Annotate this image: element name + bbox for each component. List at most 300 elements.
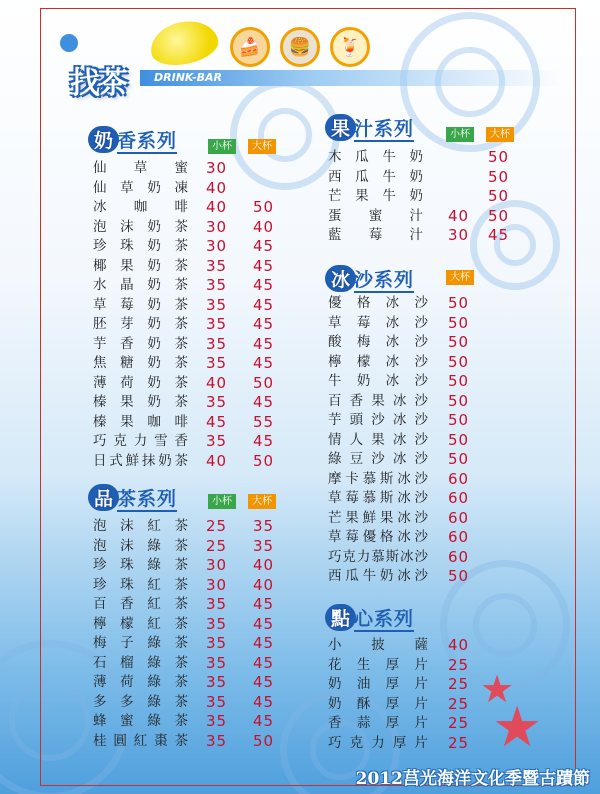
- item-name-char: 優: [328, 295, 342, 311]
- item-name-char: 梅: [93, 635, 107, 651]
- item-name: [93, 296, 188, 316]
- item-name: [93, 517, 188, 537]
- item-name-char: 圓: [113, 732, 127, 749]
- price-value: 50: [253, 373, 275, 392]
- menu-row: [93, 198, 293, 218]
- item-name-char: 焦: [93, 355, 107, 371]
- price-value: 45: [253, 256, 275, 275]
- item-name-char: 泡: [93, 218, 107, 235]
- menu-row: [328, 694, 470, 715]
- item-name-char: 茶: [174, 654, 188, 671]
- price-value: 35: [206, 276, 228, 294]
- item-name-char: 蛋: [328, 207, 342, 224]
- item-name: [93, 537, 188, 557]
- item-name: [93, 452, 188, 472]
- item-name: [328, 226, 423, 246]
- menu-row: [93, 218, 293, 238]
- item-name-char: 片: [414, 656, 428, 673]
- item-name: [93, 432, 188, 452]
- item-name-char: 瓜: [355, 149, 369, 165]
- item-name-char: 西: [328, 568, 342, 584]
- item-name-char: 小: [328, 637, 342, 653]
- menu-row: [93, 556, 293, 576]
- item-name-char: 格: [379, 529, 394, 545]
- item-name-char: 奶: [409, 149, 423, 165]
- item-name-char: 鮮: [362, 509, 377, 526]
- menu-row: [328, 430, 470, 451]
- price-value: 45: [253, 712, 275, 730]
- item-name-char: 糖: [120, 355, 134, 371]
- item-name-char: 瓜: [355, 168, 369, 185]
- menu-row: [93, 354, 293, 374]
- menu-row: [328, 168, 528, 188]
- item-name-char: 紅: [147, 615, 161, 632]
- item-name-char: 珠: [120, 238, 134, 254]
- item-name-char: 奶: [356, 373, 371, 389]
- item-name-char: 泡: [93, 518, 107, 534]
- item-name: [328, 333, 428, 353]
- menu-row: [328, 207, 528, 227]
- item-name-char: 沙: [414, 334, 428, 350]
- item-name-char: 力: [356, 548, 371, 565]
- price-value: 35: [206, 432, 228, 450]
- item-name-char: 紅: [147, 576, 161, 593]
- price-value: 60: [448, 528, 470, 546]
- item-name: [93, 179, 188, 199]
- price-value: 50: [488, 187, 510, 205]
- item-name-char: 草: [328, 490, 342, 506]
- menu-row: [93, 673, 293, 693]
- price-value: 60: [448, 547, 470, 566]
- price-value: 60: [448, 469, 470, 488]
- cake-icon: 🍰: [230, 27, 270, 67]
- price-value: 25: [448, 675, 470, 693]
- item-name-char: 奶: [147, 374, 161, 391]
- item-name-char: 茶: [174, 674, 188, 690]
- menu-row: [328, 469, 470, 490]
- item-name: [93, 712, 188, 732]
- item-name-char: 茶: [174, 537, 188, 554]
- item-name-char: 莓: [345, 529, 359, 545]
- small-cup-tag: 小杯: [208, 139, 236, 154]
- item-name-char: 凍: [174, 179, 188, 196]
- menu-row: [93, 276, 293, 296]
- price-value: 25: [206, 536, 228, 555]
- item-name-char: 茶: [174, 576, 188, 593]
- menu-row: [93, 634, 293, 654]
- item-name-char: 檸: [328, 353, 342, 370]
- price-value: 45: [253, 614, 275, 633]
- item-name-char: 奶: [328, 695, 342, 712]
- item-name-char: 茶: [174, 732, 188, 749]
- item-name-char: 奶: [328, 676, 342, 692]
- item-name-char: 奶: [379, 568, 394, 584]
- menu-row: [328, 450, 470, 470]
- large-cup-tag: 大杯: [248, 139, 276, 154]
- item-name-char: 牛: [362, 568, 377, 584]
- price-value: 35: [206, 393, 228, 411]
- menu-row: [93, 237, 293, 257]
- item-name-char: 梅: [356, 334, 371, 350]
- item-name: [93, 556, 188, 576]
- price-value: 25: [448, 733, 470, 752]
- menu-row: [328, 391, 470, 412]
- item-name-char: 蒜: [356, 715, 371, 731]
- item-name: [93, 276, 188, 296]
- small-cup-tag: 小杯: [208, 494, 236, 509]
- item-name-char: 沙: [414, 373, 428, 389]
- item-name-char: 沙: [414, 568, 428, 584]
- menu-row: [328, 675, 470, 695]
- menu-row: [93, 335, 293, 355]
- item-name-char: 果: [345, 509, 359, 526]
- item-name: [328, 294, 428, 314]
- price-value: 35: [206, 692, 228, 711]
- item-name: [93, 615, 188, 635]
- item-name-char: 生: [356, 656, 371, 673]
- item-name-char: 冰: [385, 334, 400, 350]
- item-name-char: 多: [120, 693, 134, 710]
- menu-row: [93, 452, 293, 472]
- menu-row: [328, 313, 470, 334]
- price-value: 45: [253, 276, 275, 294]
- item-name: [328, 567, 428, 587]
- price-value: 50: [448, 430, 470, 449]
- item-name-char: 啡: [174, 199, 188, 215]
- item-name-char: 厚: [385, 715, 400, 731]
- item-name-char: 冰: [385, 295, 400, 311]
- menu-row: [93, 595, 293, 615]
- price-value: 50: [448, 372, 470, 390]
- item-name-char: 檬: [120, 615, 134, 632]
- price-value: 35: [206, 354, 228, 372]
- price-value: 25: [448, 655, 470, 674]
- item-name: [93, 198, 188, 218]
- price-value: 25: [448, 694, 470, 713]
- menu-row: [93, 393, 293, 413]
- menu-row: [93, 732, 293, 752]
- price-value: 35: [206, 614, 228, 633]
- price-value: 50: [488, 167, 510, 186]
- price-value: 35: [206, 653, 228, 672]
- menu-row: [93, 537, 293, 557]
- menu-row: [328, 372, 470, 392]
- item-name-char: 茶: [174, 218, 188, 235]
- item-name-char: 綠: [147, 537, 161, 554]
- item-name-char: 茶: [174, 238, 188, 254]
- price-value: 60: [448, 508, 470, 527]
- item-name: [93, 732, 188, 752]
- item-name-char: 茶: [174, 374, 188, 391]
- item-name-char: 泡: [93, 537, 107, 554]
- price-value: 35: [206, 712, 228, 730]
- price-value: 30: [206, 237, 228, 255]
- item-name-char: 檬: [356, 353, 371, 370]
- price-value: 50: [448, 294, 470, 312]
- starfish-icon: ★: [480, 667, 515, 711]
- item-name-char: 牛: [382, 149, 396, 165]
- item-name: [328, 187, 423, 207]
- item-name: [93, 218, 188, 238]
- price-value: 50: [448, 391, 470, 410]
- logo: 找茶: [70, 66, 126, 101]
- menu-row: [328, 226, 528, 246]
- price-value: 30: [206, 159, 228, 177]
- price-value: 45: [253, 634, 275, 652]
- item-name-char: 綠: [147, 693, 161, 710]
- item-name-char: 椰: [93, 257, 107, 274]
- item-name-char: 子: [120, 635, 134, 651]
- item-name: [93, 315, 188, 335]
- item-name-char: 果: [120, 394, 134, 410]
- item-name-char: 克: [349, 734, 364, 751]
- item-name-char: 香: [328, 715, 342, 731]
- item-name-char: 斯: [379, 490, 394, 506]
- item-name: [328, 372, 428, 392]
- item-name-char: 啡: [174, 413, 188, 430]
- item-name-char: 斯: [379, 470, 394, 487]
- menu-row: [328, 714, 470, 734]
- item-name-char: 仙: [93, 179, 107, 196]
- item-name-char: 日: [93, 452, 107, 469]
- item-name-char: 榛: [93, 394, 107, 410]
- menu-row: [93, 615, 293, 635]
- menu-row: [328, 333, 470, 353]
- section-title-smoothie: 冰 沙系列: [325, 265, 414, 292]
- item-name-char: 蜜: [120, 713, 134, 729]
- price-value: 35: [206, 295, 228, 314]
- item-name-char: 沙: [414, 295, 428, 311]
- item-name-char: 綠: [147, 635, 161, 651]
- item-name-char: 薄: [93, 674, 107, 690]
- menu-row: [93, 413, 293, 433]
- item-name-char: 冰: [397, 509, 411, 526]
- item-name: [328, 548, 428, 568]
- price-value: 35: [206, 634, 228, 652]
- price-value: 45: [253, 354, 275, 372]
- item-name-char: 冰: [385, 373, 400, 389]
- item-name-char: 綠: [147, 674, 161, 690]
- item-name-char: 茶: [174, 394, 188, 410]
- item-name-char: 鮮: [125, 452, 140, 469]
- item-name: [93, 634, 188, 654]
- item-name: [328, 714, 428, 734]
- item-name-char: 片: [414, 695, 428, 712]
- item-name-char: 茶: [174, 693, 188, 710]
- item-name: [328, 392, 428, 412]
- item-name-char: 力: [133, 433, 148, 449]
- item-name-char: 香: [174, 433, 188, 449]
- item-name-char: 紅: [147, 596, 161, 612]
- item-name-char: 奶: [147, 238, 161, 254]
- price-value: 50: [488, 148, 510, 166]
- item-name-char: 奶: [147, 296, 161, 313]
- item-name-char: 瓜: [345, 568, 359, 584]
- item-name-char: 芽: [120, 316, 134, 332]
- item-name-char: 奶: [147, 277, 161, 293]
- item-name-char: 奶: [147, 179, 161, 196]
- item-name-char: 人: [349, 431, 364, 448]
- item-name-char: 冰: [392, 412, 407, 428]
- item-name-char: 茶: [174, 296, 188, 313]
- price-value: 40: [253, 217, 275, 236]
- item-name-char: 百: [93, 596, 107, 612]
- item-name-char: 披: [371, 637, 385, 653]
- item-name-char: 奶: [147, 394, 161, 410]
- item-name-char: 酸: [328, 334, 342, 350]
- item-name-char: 牛: [328, 373, 342, 389]
- item-name-char: 油: [356, 676, 371, 692]
- item-name-char: 沙: [414, 392, 428, 409]
- item-name-char: 芋: [93, 335, 107, 352]
- item-name-char: 茶: [174, 257, 188, 274]
- item-name-char: 慕: [371, 548, 385, 565]
- item-name: [328, 675, 428, 695]
- item-name-char: 晶: [120, 277, 134, 293]
- menu-row: [328, 411, 470, 431]
- item-name-char: 奶: [147, 218, 161, 235]
- item-name-char: 汁: [409, 207, 423, 224]
- price-value: 45: [253, 432, 275, 450]
- item-name-char: 冰: [397, 470, 411, 487]
- price-value: 25: [448, 714, 470, 732]
- menu-row: [328, 528, 470, 548]
- item-name-char: 莓: [368, 227, 383, 243]
- item-name-char: 果: [120, 413, 134, 430]
- price-value: 40: [206, 198, 228, 216]
- item-name-char: 莓: [120, 296, 134, 313]
- item-name-char: 咖: [133, 199, 148, 215]
- item-name: [93, 576, 188, 596]
- item-name-char: 斯: [385, 548, 400, 565]
- item-name-char: 綠: [328, 451, 342, 467]
- water-drop-icon: [60, 34, 78, 52]
- item-name-char: 牛: [382, 188, 396, 204]
- section-title-milk-tea: 奶 香系列: [88, 126, 177, 153]
- item-name-char: 芒: [328, 188, 342, 204]
- item-name-char: 冰: [397, 568, 411, 584]
- item-name-char: 沙: [371, 451, 385, 467]
- item-name-char: 摩: [328, 470, 342, 487]
- item-name-char: 奶: [147, 257, 161, 274]
- item-name-char: 百: [328, 392, 342, 409]
- menu-row: [93, 693, 293, 713]
- item-name-char: 汁: [409, 227, 423, 243]
- price-value: 45: [253, 692, 275, 711]
- item-name-char: 厚: [385, 656, 400, 673]
- item-name: [328, 528, 428, 548]
- item-name-char: 草: [133, 160, 148, 176]
- item-name-char: 草: [328, 314, 342, 331]
- item-name-char: 西: [328, 168, 342, 185]
- section-title-tea: 品 茶系列: [88, 484, 177, 511]
- item-name-char: 沙: [371, 412, 385, 428]
- menu-row: [93, 296, 293, 316]
- price-value: 50: [253, 731, 275, 750]
- item-name-char: 冰: [385, 353, 400, 370]
- item-name: [93, 257, 188, 277]
- item-name-char: 綠: [147, 557, 161, 573]
- item-name-char: 珠: [120, 557, 134, 573]
- item-name-char: 棗: [154, 732, 168, 749]
- item-name: [93, 159, 188, 179]
- price-value: 50: [448, 333, 470, 351]
- item-name-char: 片: [414, 676, 428, 692]
- item-name-char: 慕: [362, 470, 377, 487]
- price-value: 50: [448, 313, 470, 332]
- item-name-char: 冰: [397, 529, 411, 545]
- menu-row: [328, 508, 470, 529]
- item-name: [328, 411, 428, 431]
- price-value: 45: [206, 412, 228, 431]
- price-value: 50: [448, 352, 470, 371]
- price-value: 25: [206, 517, 228, 535]
- menu-row: [93, 374, 293, 394]
- menu-row: [93, 654, 293, 674]
- item-name-char: 果: [371, 431, 385, 448]
- price-value: 35: [253, 536, 275, 555]
- item-name-char: 莓: [356, 314, 371, 331]
- item-name: [93, 595, 188, 615]
- menu-row: [328, 294, 470, 314]
- starfish-icon: ★: [492, 695, 543, 760]
- item-name-char: 蜜: [368, 207, 383, 224]
- price-value: 40: [448, 206, 470, 225]
- item-name-char: 多: [93, 693, 107, 710]
- price-value: 30: [206, 217, 228, 236]
- item-name-char: 奶: [158, 452, 172, 469]
- item-name-char: 冰: [392, 392, 407, 409]
- burger-icon: 🍔: [280, 27, 320, 67]
- menu-row: [328, 489, 470, 509]
- item-name-char: 果: [371, 392, 385, 409]
- item-name-char: 草: [120, 179, 134, 196]
- item-name: [328, 734, 428, 754]
- item-name-char: 綠: [147, 654, 161, 671]
- item-name-char: 茶: [174, 277, 188, 293]
- menu-row: [328, 547, 470, 568]
- item-name-char: 卡: [345, 470, 359, 487]
- item-name-char: 綠: [147, 713, 161, 729]
- price-value: 45: [253, 595, 275, 613]
- item-name: [93, 237, 188, 257]
- item-name: [93, 374, 188, 394]
- item-name-char: 蜂: [93, 713, 107, 729]
- item-name-char: 抹: [141, 452, 156, 469]
- item-name-char: 優: [362, 529, 377, 545]
- item-name-char: 格: [356, 295, 371, 311]
- section-title-snacks: 點 心系列: [325, 604, 414, 631]
- menu-row: [328, 352, 470, 373]
- item-name-char: 厚: [385, 695, 400, 712]
- item-name-char: 頭: [349, 412, 364, 428]
- item-name-char: 厚: [392, 734, 407, 751]
- menu-row: [328, 567, 470, 587]
- item-name-char: 珠: [120, 576, 134, 593]
- item-name-char: 雪: [154, 433, 168, 449]
- item-name: [93, 393, 188, 413]
- item-name-char: 茶: [174, 316, 188, 332]
- item-name-char: 沙: [414, 314, 428, 331]
- item-name-char: 冰: [93, 199, 107, 215]
- item-name: [328, 168, 423, 188]
- item-name-char: 牛: [382, 168, 396, 185]
- price-value: 45: [253, 653, 275, 672]
- price-value: 30: [206, 556, 228, 574]
- price-value: 40: [448, 636, 470, 654]
- price-value: 35: [206, 315, 228, 333]
- item-name-char: 茶: [174, 557, 188, 573]
